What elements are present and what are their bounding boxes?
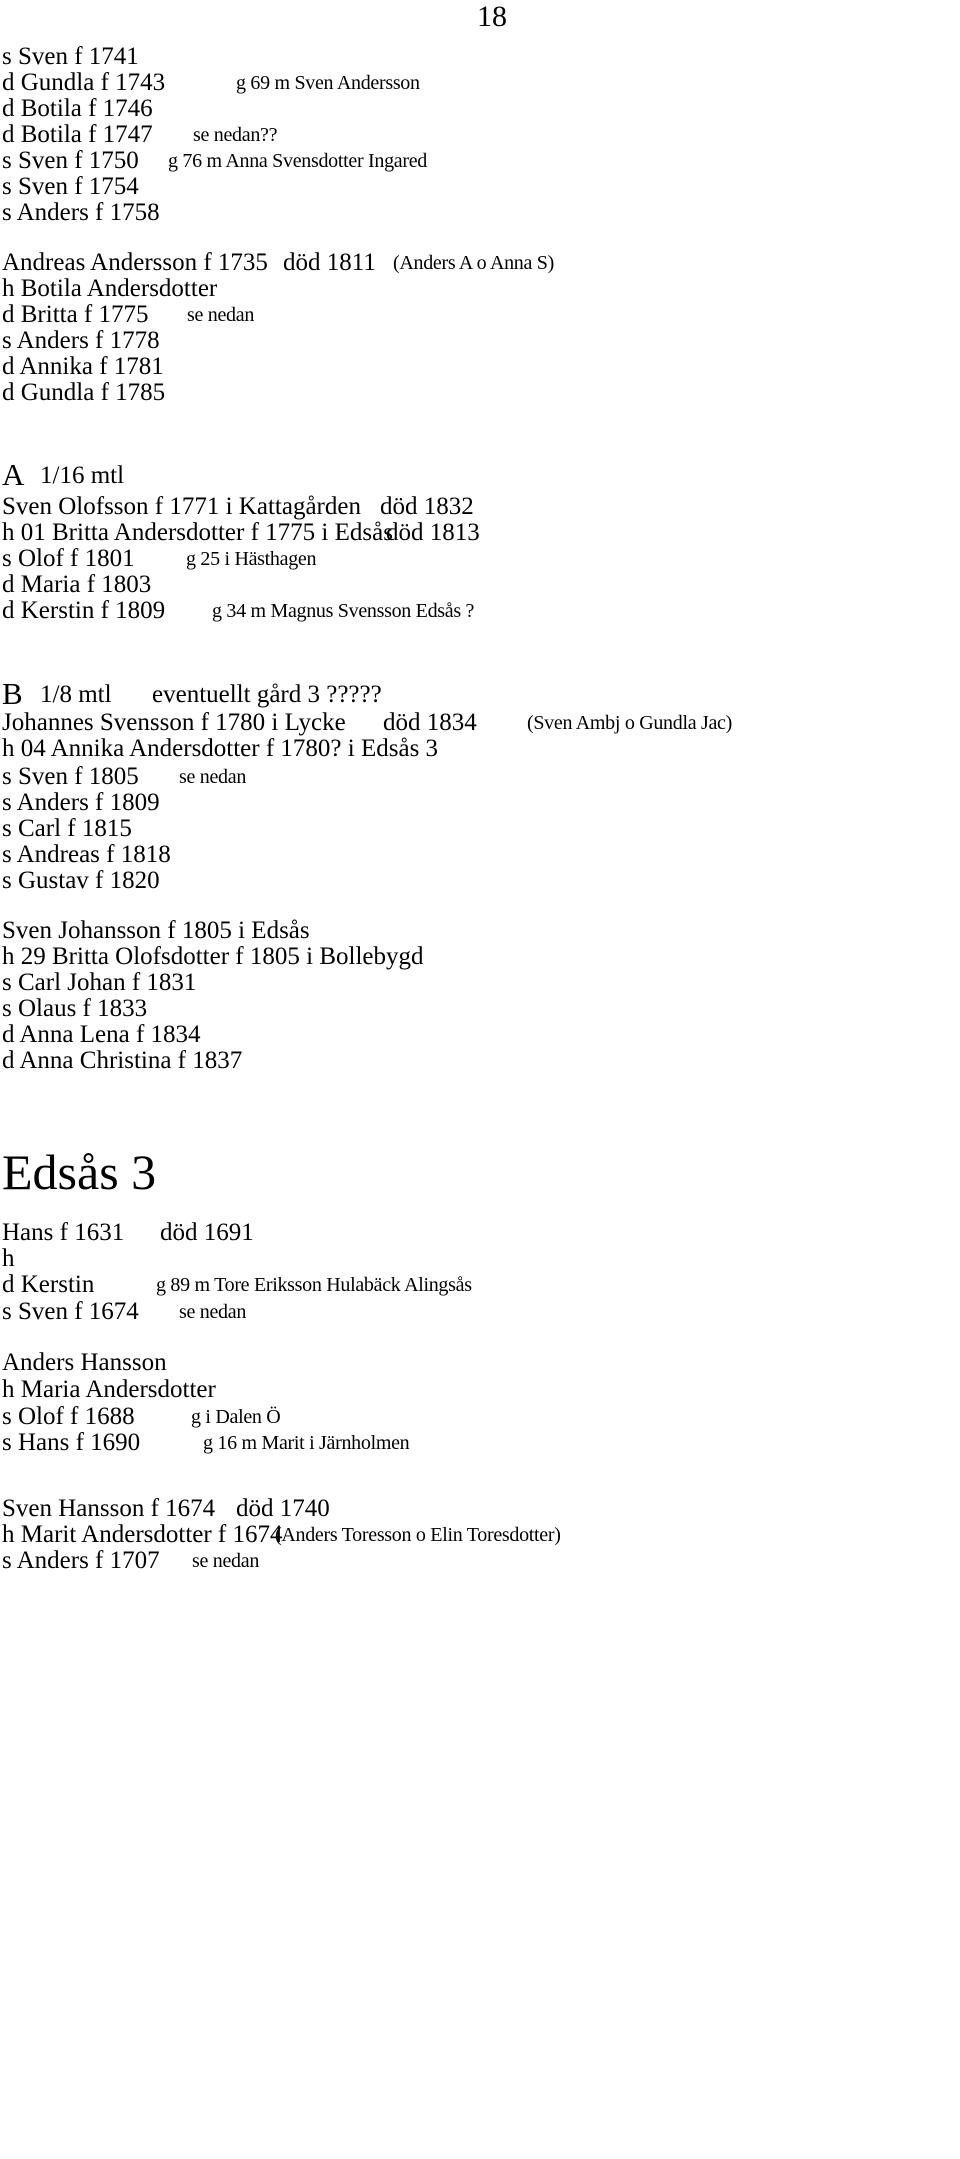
section-letter: B	[2, 676, 23, 711]
section-letter: A	[2, 457, 25, 492]
entry-note: se nedan??	[193, 124, 278, 146]
entry-note: se nedan	[179, 1301, 247, 1323]
entry-line: s Olof f 1801	[2, 545, 135, 572]
entry-line: s Carl Johan f 1831	[2, 969, 197, 996]
entry-note: g 16 m Marit i Järnholmen	[203, 1432, 410, 1454]
entry-line: Anders Hansson	[2, 1349, 167, 1376]
entry-line: d Britta f 1775	[2, 301, 149, 328]
share-label: 1/8 mtl	[40, 681, 112, 708]
entry-line: Sven Johansson f 1805 i Edsås	[2, 917, 310, 944]
entry-line: Sven Olofsson f 1771 i Kattagården	[2, 493, 361, 520]
entry-note: se nedan	[192, 1550, 260, 1572]
entry-note: g 34 m Magnus Svensson Edsås ?	[212, 600, 475, 622]
entry-note: se nedan	[179, 766, 247, 788]
entry-line: s Carl f 1815	[2, 815, 132, 842]
entry-line: h Botila Andersdotter	[2, 275, 218, 302]
share-note: eventuellt gård 3 ?????	[152, 681, 382, 708]
entry-note: se nedan	[187, 304, 255, 326]
entry-line: h Maria Andersdotter	[2, 1376, 216, 1403]
entry-line: s Olof f 1688	[2, 1403, 135, 1430]
entry-line: s Andreas f 1818	[2, 841, 171, 868]
entry-line: h Marit Andersdotter f 1674	[2, 1521, 283, 1548]
entry-line: s Sven f 1750	[2, 147, 139, 174]
death-year: död 1813	[386, 519, 480, 546]
entry-line: d Kerstin f 1809	[2, 597, 166, 624]
page-number: 18	[477, 0, 507, 33]
entry-line: s Hans f 1690	[2, 1429, 141, 1456]
entry-line: d Gundla f 1785	[2, 379, 166, 406]
death-year: död 1834	[383, 709, 477, 736]
section-heading: Edsås 3	[2, 1144, 157, 1200]
death-year: död 1691	[160, 1219, 254, 1246]
entry-line: s Gustav f 1820	[2, 867, 160, 894]
entry-line: h 01 Britta Andersdotter f 1775 i Edsås	[2, 519, 393, 546]
entry-line: d Anna Christina f 1837	[2, 1047, 243, 1074]
death-year: död 1740	[236, 1495, 330, 1522]
entry-line: s Anders f 1707	[2, 1547, 160, 1574]
entry-note: g 69 m Sven Andersson	[236, 72, 420, 94]
entry-line: d Botila f 1747	[2, 121, 153, 148]
entry-line: Johannes Svensson f 1780 i Lycke	[2, 709, 346, 736]
entry-line: h 04 Annika Andersdotter f 1780? i Edsås 3	[2, 735, 439, 762]
entry-note: (Anders A o Anna S)	[393, 252, 554, 274]
death-year: död 1811	[283, 249, 376, 276]
entry-line: d Annika f 1781	[2, 353, 164, 380]
share-label: 1/16 mtl	[40, 462, 125, 489]
entry-note: g 76 m Anna Svensdotter Ingared	[168, 150, 427, 172]
entry-note: (Anders Toresson o Elin Toresdotter)	[275, 1524, 561, 1546]
entry-note: (Sven Ambj o Gundla Jac)	[527, 712, 732, 734]
entry-line: s Sven f 1805	[2, 763, 139, 790]
entry-note: g i Dalen Ö	[191, 1406, 281, 1428]
entry-note: g 89 m Tore Eriksson Hulabäck Alingsås	[156, 1274, 472, 1296]
death-year: död 1832	[380, 493, 474, 520]
entry-line: d Anna Lena f 1834	[2, 1021, 201, 1048]
entry-line: h	[2, 1245, 15, 1272]
entry-line: Sven Hansson f 1674	[2, 1495, 216, 1522]
entry-line: s Sven f 1754	[2, 173, 139, 200]
entry-line: s Anders f 1809	[2, 789, 160, 816]
entry-line: d Gundla f 1743	[2, 69, 166, 96]
entry-line: d Maria f 1803	[2, 571, 152, 598]
entry-line: s Sven f 1674	[2, 1298, 139, 1325]
entry-line: Andreas Andersson f 1735	[2, 249, 268, 276]
entry-line: Hans f 1631	[2, 1219, 125, 1246]
entry-line: s Olaus f 1833	[2, 995, 148, 1022]
entry-line: s Sven f 1741	[2, 43, 139, 70]
entry-line: h 29 Britta Olofsdotter f 1805 i Bollebygd	[2, 943, 424, 970]
entry-line: s Anders f 1778	[2, 327, 160, 354]
entry-line: d Kerstin	[2, 1271, 95, 1298]
entry-line: s Anders f 1758	[2, 199, 160, 226]
entry-note: g 25 i Hästhagen	[186, 548, 317, 570]
entry-line: d Botila f 1746	[2, 95, 153, 122]
